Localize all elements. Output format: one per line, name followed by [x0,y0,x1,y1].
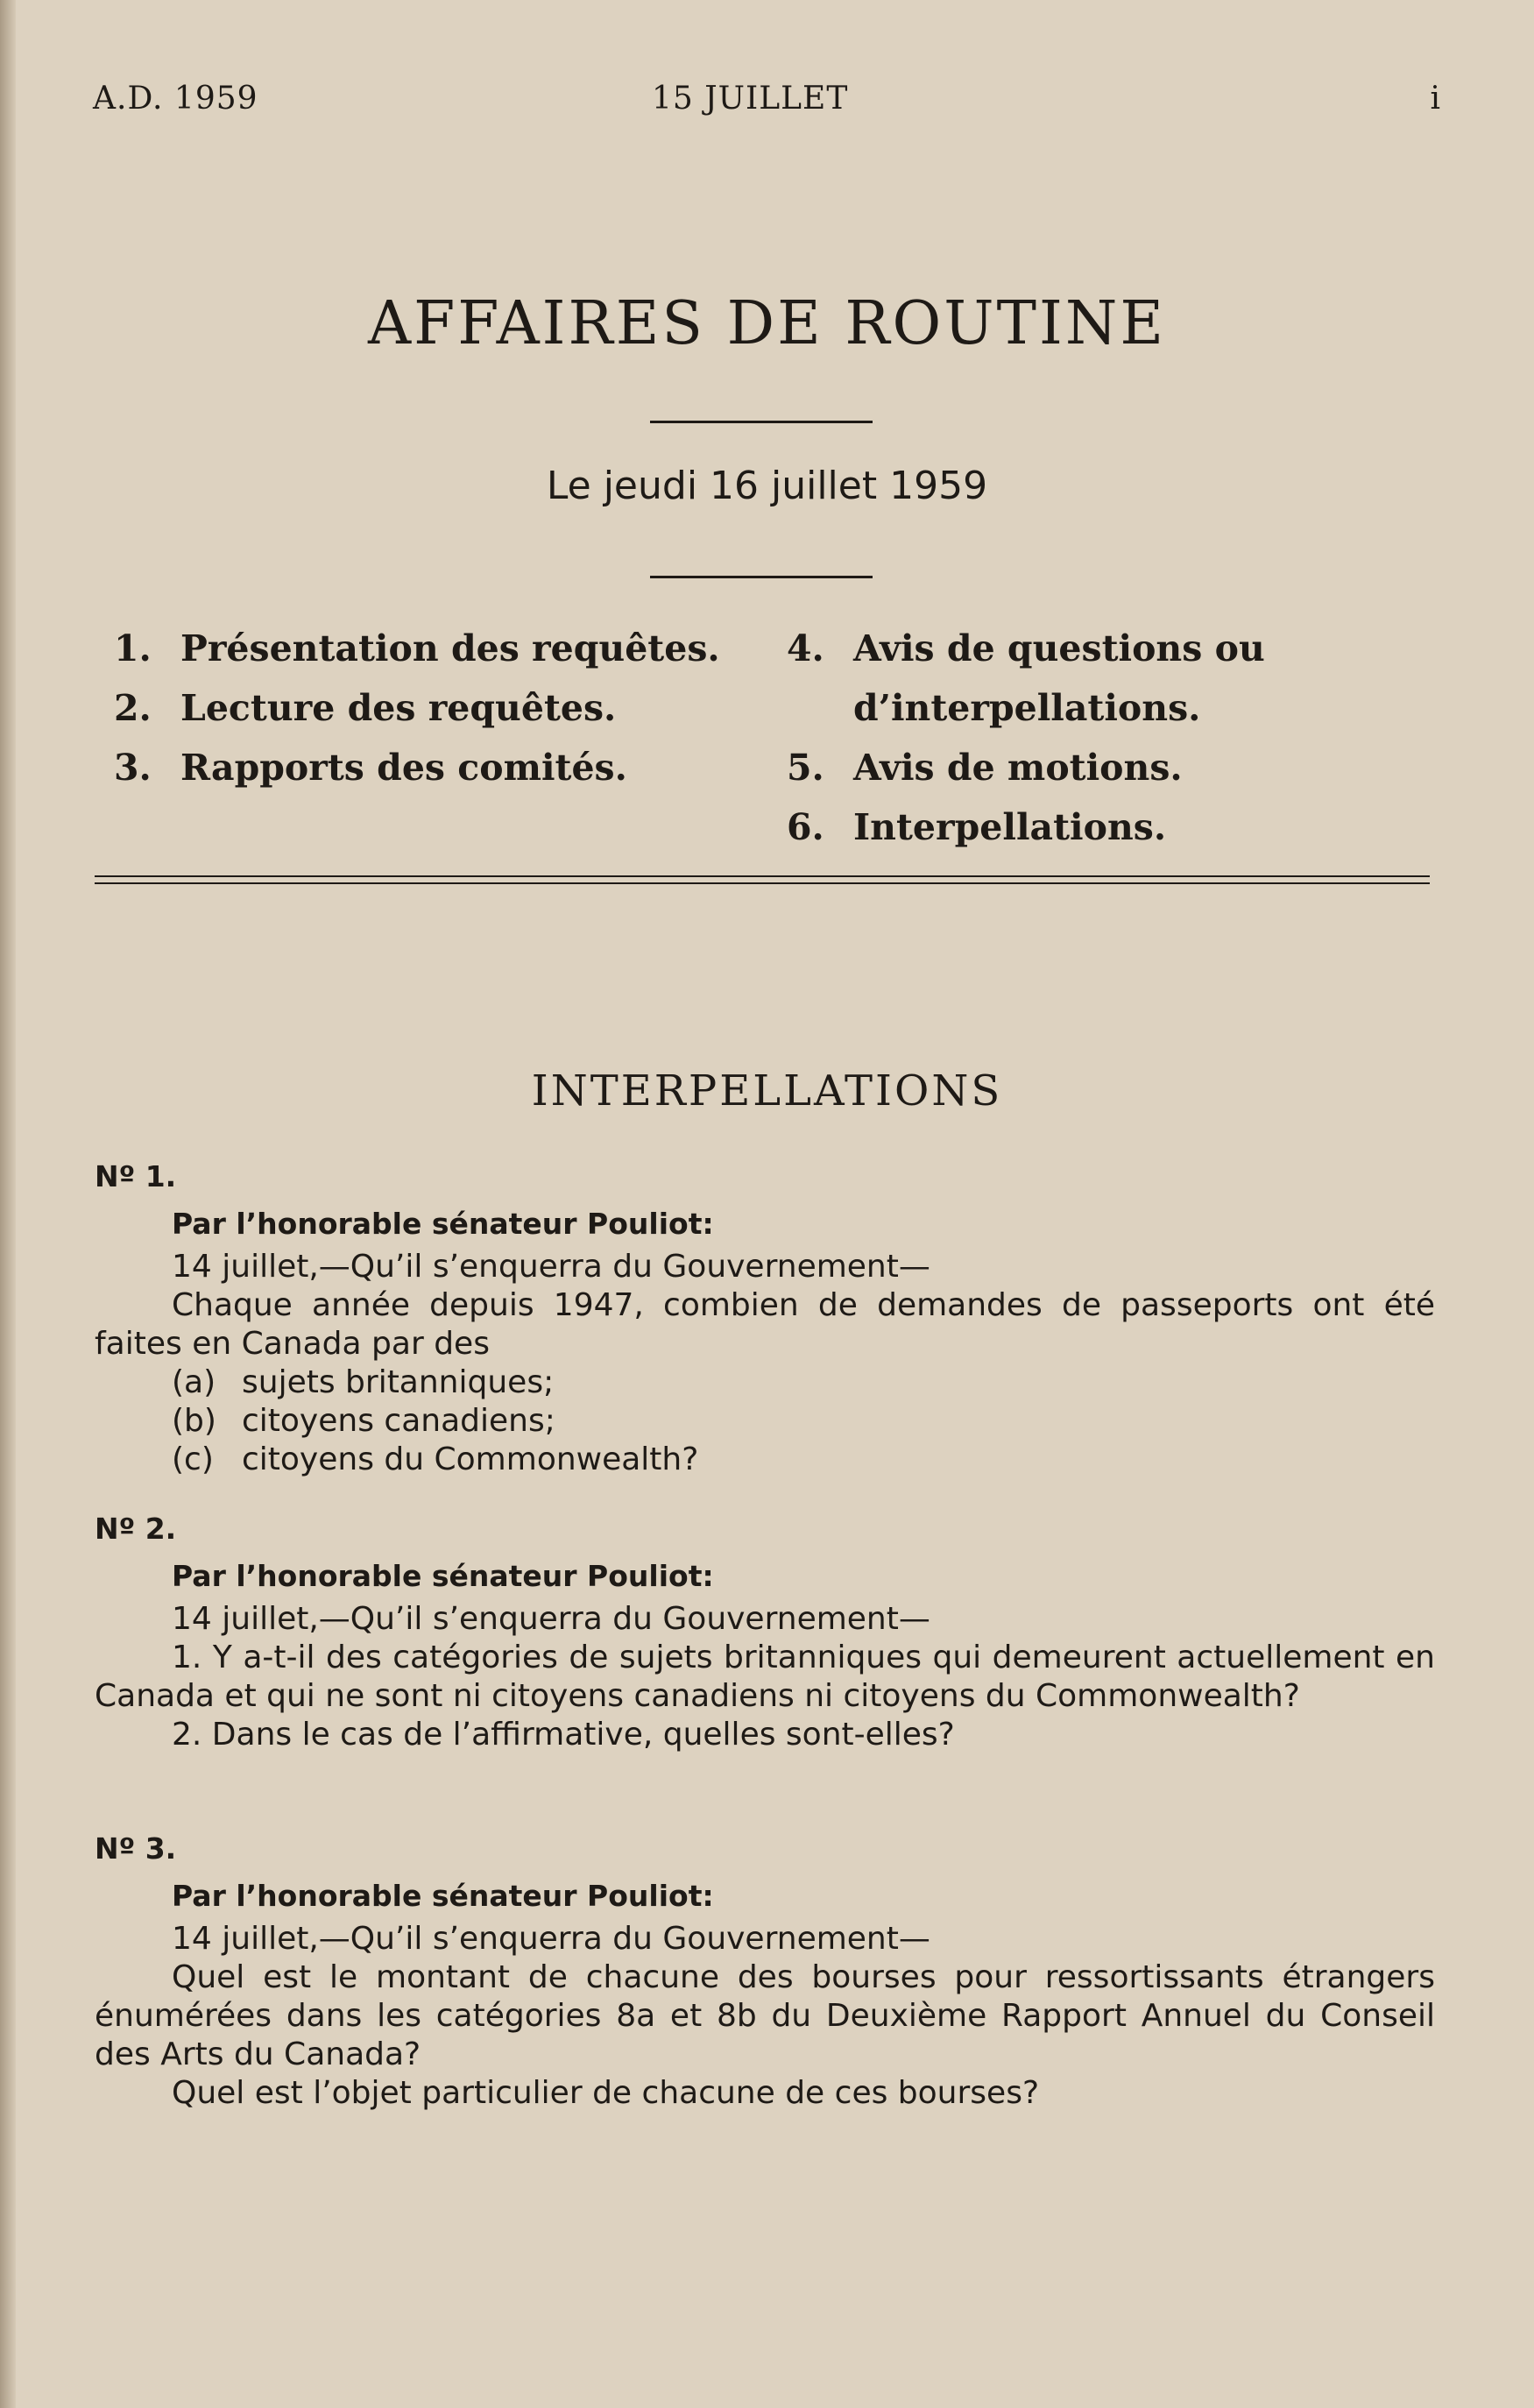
page-edge [0,0,16,2408]
order-of-business-left [114,619,745,797]
question-body [95,1600,1435,1754]
list-item [114,738,745,797]
question-text: Quel est l’objet particulier de chacune de ces bourses? [172,2075,1040,2111]
double-divider-rule [95,875,1430,884]
question-number: Nº 3. [95,1831,177,1866]
question-sub-item [95,1402,1435,1441]
header-date: 15 JUILLET [652,81,849,117]
sub-item-label: (c) [172,1441,214,1477]
question-date: 14 juillet,—Qu’il s’enquerra du Gouvernement— [172,1601,930,1637]
item-number: 3. [114,747,152,789]
divider-rule [650,421,873,423]
question-sub-item [95,1441,1435,1479]
question-1 [95,1155,1435,1479]
sub-item-text: sujets britanniques; [242,1364,555,1400]
list-item [787,619,1435,738]
divider-rule [650,576,873,578]
question-text: Quel est le montant de chacune des bourses pour ressortissants étrangers énumérées dans les catégories 8a et 8b du Deuxième Rapport Annuel du Conseil des Arts du Canada? [95,1959,1435,2072]
page-title: AFFAIRES DE ROUTINE [368,289,1166,358]
page-number: i [1430,81,1441,117]
sub-item-text: citoyens canadiens; [242,1403,555,1439]
question-number: Nº 1. [95,1159,177,1193]
question-author: Par l’honorable sénateur Pouliot: [172,1879,714,1913]
question-author: Par l’honorable sénateur Pouliot: [172,1207,714,1241]
list-item [114,619,745,678]
item-text: Interpellations. [853,806,1167,848]
sub-item-label: (a) [172,1364,216,1400]
sub-item-text: citoyens du Commonwealth? [242,1441,699,1477]
question-2 [95,1507,1435,1754]
item-text: Avis de questions ou d’interpellations. [853,627,1265,729]
question-body [95,1920,1435,2113]
order-of-business-right [787,619,1435,857]
running-head [93,81,1441,119]
question-author: Par l’honorable sénateur Pouliot: [172,1559,714,1593]
item-text: Avis de motions. [853,747,1183,789]
question-number: Nº 2. [95,1512,177,1546]
question-body [95,1248,1435,1479]
item-number: 5. [787,747,824,789]
item-number: 6. [787,806,824,848]
question-text: 1. Y a-t-il des catégories de sujets britanniques qui demeurent actuellement en Canada et qui ne sont ni citoyens canadiens ni citoyens du Commonwealth? [95,1640,1435,1714]
list-item [787,797,1435,857]
question-3 [95,1827,1435,2113]
question-sub-item [95,1363,1435,1402]
item-text: Présentation des requêtes. [180,627,720,669]
question-text: Chaque année depuis 1947, combien de demandes de passeports ont été faites en Canada par des [95,1287,1435,1362]
sitting-date: Le jeudi 16 juillet 1959 [546,464,988,508]
sub-item-label: (b) [172,1403,216,1439]
question-date: 14 juillet,—Qu’il s’enquerra du Gouvernement— [172,1249,930,1285]
item-number: 4. [787,627,824,669]
item-number: 1. [114,627,152,669]
question-date: 14 juillet,—Qu’il s’enquerra du Gouvernement— [172,1921,930,1957]
item-text: Lecture des requêtes. [180,687,617,729]
list-item [114,678,745,738]
section-title: INTERPELLATIONS [531,1066,1003,1115]
header-year: A.D. 1959 [93,81,258,117]
list-item [787,738,1435,797]
item-text: Rapports des comités. [180,747,627,789]
item-number: 2. [114,687,152,729]
question-text: 2. Dans le cas de l’affirmative, quelles sont-elles? [172,1717,955,1753]
